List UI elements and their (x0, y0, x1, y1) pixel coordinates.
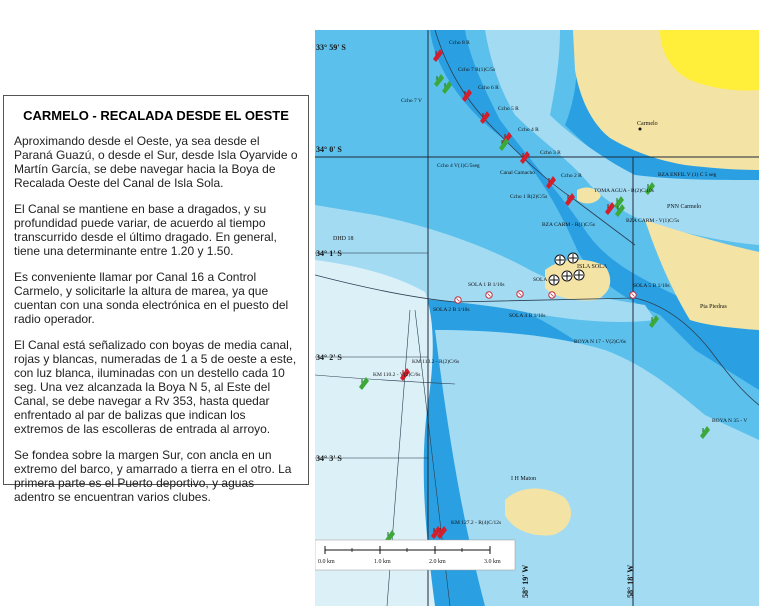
label-canal: Canal Camacho (500, 170, 535, 176)
light-sola-1[interactable] (555, 255, 565, 265)
label-toma: TOMA AGUA - B(2)C/10s (594, 188, 654, 194)
scale-label-2: 2.0 km (429, 559, 446, 565)
label-sola1: SOLA 1 B 1/10s (468, 282, 505, 288)
place-carmelo: Carmelo (637, 121, 658, 127)
label-km110-2: KM 110.2 - R(2)C/6s (412, 359, 460, 365)
scale-bar-box (315, 540, 515, 570)
info-panel (3, 95, 309, 504)
lat-label-3401: 34° 1' S (316, 249, 342, 258)
label-boya35: BOYA N 35 - V (712, 418, 748, 424)
paragraph-buoys: El Canal está señalizado con boyas de media canal, rojas y blancas, numeradas de 1 a 5 de oeste a este, con luz blanca, iluminadas con un destello cada 10 seg. Una vez alcanzada la Boya N 5, al Este del Canal, se debe navegar a Rv 353, hasta quedar enfrentado al par de balizas que indican los extremos de las escolleras de entrada al arroyo. (14, 338, 297, 436)
place-pnn-carmelo: PNN Carmelo (667, 204, 702, 210)
label-ccho1: Ccho 1 R(2)C/5s (510, 194, 548, 200)
label-ccho4r: Ccho 4 R (518, 127, 539, 133)
label-ccho4v: Ccho 4 V(1)C/5seg (437, 163, 480, 169)
place-carmelo-dot (639, 128, 642, 131)
place-dhd: DHD 18 (333, 236, 354, 242)
label-ccho6: Ccho 6 R (478, 85, 499, 91)
buoy-sola-3[interactable] (517, 291, 523, 297)
label-ccho7v: Ccho 7 V (401, 98, 422, 104)
label-sola5: SOLA 5 B 1/10s (633, 283, 670, 289)
paragraph-anchoring: Se fondea sobre la margen Sur, con ancla en un extremo del barco, y amarrado a tierra en el otro. La primera parte es el Puerto deportivo, y aguas adentro se encuentran varios clubes. (14, 448, 292, 504)
label-ccho3: Ccho 3 R (540, 150, 561, 156)
lon-label-5819: 58° 19' W (521, 564, 530, 598)
label-boya17: BOYA N 17 - V(2)C/6s (574, 339, 626, 345)
scale-label-0: 0.0 km (318, 559, 335, 565)
place-isla-hmaton: I H Maton (511, 476, 536, 482)
label-ccho2: Ccho 2 R (561, 173, 582, 179)
light-sola-3[interactable] (549, 275, 559, 285)
lon-label-5818: 58° 18' W (626, 564, 635, 598)
paragraph-approach: Aproximando desde el Oeste, ya sea desde el Paraná Guazú, o desde el Sur, desde Isla Oyarvide o Martín García, se debe navegar hacia la Boya de Recalada Oeste del Canal de Isla Sola. (14, 134, 298, 190)
scale-label-3: 3.0 km (484, 559, 501, 565)
buoy-sola-1[interactable] (486, 292, 492, 298)
buoy-sola-4[interactable] (549, 292, 555, 298)
label-sola2: SOLA 2 B 1/10s (433, 307, 470, 313)
label-ccho5: Ccho 5 R (498, 106, 519, 112)
label-carm-r: BZA CARM - R(1)C/5s (542, 222, 596, 228)
place-isla-sola: ISLA SOLA (577, 264, 608, 270)
light-sola-4[interactable] (562, 271, 572, 281)
lat-label-3403: 34° 3' S (316, 454, 342, 463)
label-km110: KM 110.2 - V(2)C/6s (373, 372, 421, 378)
label-carm-v: BZA CARM - V(1)C/5s (626, 218, 680, 224)
paragraph-dredging: El Canal se mantiene en base a dragados, y su profundidad puede variar, de acuerdo al tiempo transcurrido desde el último dragado. En general, tiene una determinante entre 1.20 y 1.50. (14, 202, 277, 258)
label-ccho7: Ccho 7 R(1)C/5s (458, 67, 496, 73)
label-km127: KM 127.2 - R(4)C/12s (451, 520, 502, 526)
scale-label-1: 1.0 km (374, 559, 391, 565)
label-ccho8: Ccho 8 R (449, 40, 470, 46)
label-sola-a: SOLA (533, 277, 548, 283)
place-punta-piedras: Pta Piedras (700, 304, 727, 310)
lat-label-3400: 34° 0' S (316, 145, 342, 154)
buoy-sola-2[interactable] (455, 297, 461, 303)
light-sola-5[interactable] (574, 270, 584, 280)
panel-title: CARMELO - RECALADA DESDE EL OESTE (23, 108, 289, 123)
nautical-chart[interactable] (315, 30, 759, 606)
lat-label-3402: 34° 2' S (316, 353, 342, 362)
buoy-sola-5[interactable] (630, 292, 636, 298)
paragraph-radio: Es conveniente llamar por Canal 16 a Control Carmelo, y solicitarle la altura de marea, ya que cuentan con una sonda electrónica en el puesto del radio operador. (14, 270, 289, 326)
label-enfil: BZA ENFIL V (1) C 5 seg (658, 172, 717, 178)
label-sola4: SOLA 4 B 1/10s (509, 313, 546, 319)
scale-bar (315, 540, 515, 570)
lat-label-3359: 33° 59' S (316, 43, 346, 52)
light-sola-2[interactable] (568, 253, 578, 263)
